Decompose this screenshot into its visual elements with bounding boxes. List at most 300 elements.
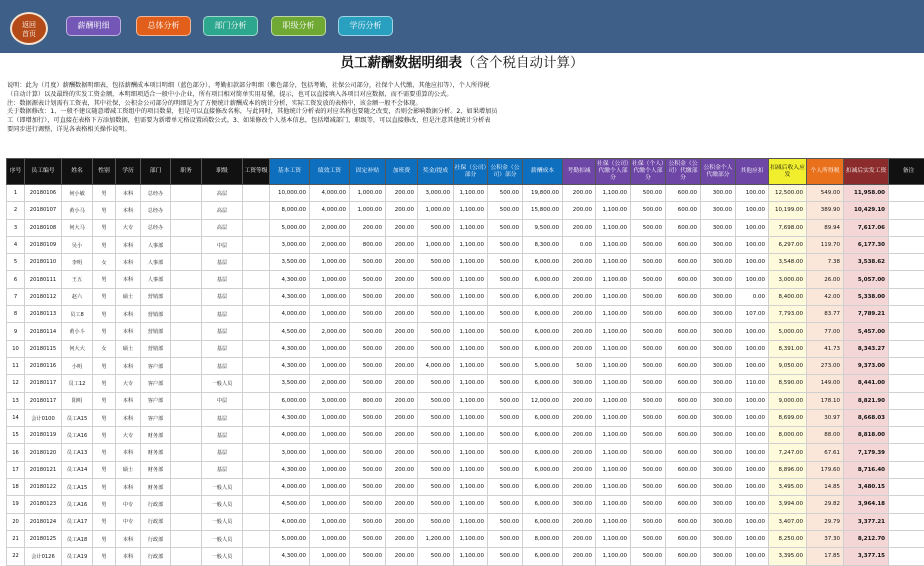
table-cell[interactable]: 500.00 <box>418 306 454 323</box>
table-cell[interactable]: 200.00 <box>386 323 418 340</box>
table-cell[interactable]: 1,000.00 <box>310 444 350 461</box>
table-cell[interactable]: 20 <box>7 513 25 530</box>
table-cell[interactable]: 500.00 <box>488 409 523 426</box>
table-cell[interactable]: 员工A16 <box>62 496 93 513</box>
table-cell[interactable]: 500.00 <box>350 306 386 323</box>
table-cell[interactable]: 300.00 <box>701 306 736 323</box>
table-cell[interactable]: 3,000.00 <box>418 185 454 202</box>
table-cell[interactable]: 600.00 <box>666 288 701 305</box>
table-cell[interactable] <box>889 392 924 409</box>
table-cell[interactable]: 客户部 <box>141 357 171 374</box>
table-cell[interactable] <box>171 306 202 323</box>
table-cell[interactable]: 7.38 <box>807 254 844 271</box>
table-cell[interactable]: 9,500.00 <box>523 219 563 236</box>
table-cell[interactable]: 7,789.21 <box>844 306 889 323</box>
table-cell[interactable]: 500.00 <box>350 375 386 392</box>
table-cell[interactable]: 500.00 <box>350 340 386 357</box>
table-cell[interactable]: 基层 <box>202 444 243 461</box>
table-cell[interactable]: 500.00 <box>631 340 666 357</box>
table-cell[interactable]: 149.00 <box>807 375 844 392</box>
table-cell[interactable]: 600.00 <box>666 271 701 288</box>
table-cell[interactable]: 200.00 <box>386 444 418 461</box>
table-cell[interactable]: 12,000.00 <box>523 392 563 409</box>
table-cell[interactable]: 客户部 <box>141 409 171 426</box>
table-cell[interactable] <box>243 288 270 305</box>
table-cell[interactable] <box>889 236 924 253</box>
table-cell[interactable]: 员工12 <box>62 375 93 392</box>
table-cell[interactable]: 1,100.00 <box>596 409 631 426</box>
table-cell[interactable]: 200.00 <box>386 548 418 565</box>
table-cell[interactable]: 赵六 <box>62 288 93 305</box>
table-cell[interactable]: 500.00 <box>631 461 666 478</box>
table-cell[interactable]: 500.00 <box>488 288 523 305</box>
table-cell[interactable]: 100.00 <box>736 357 769 374</box>
table-cell[interactable]: 1,100.00 <box>596 323 631 340</box>
table-cell[interactable]: 客户部 <box>141 392 171 409</box>
table-cell[interactable]: 300.00 <box>701 323 736 340</box>
table-cell[interactable]: 4,000.00 <box>270 427 310 444</box>
table-cell[interactable]: 3,500.00 <box>270 375 310 392</box>
table-cell[interactable]: 17.85 <box>807 548 844 565</box>
table-cell[interactable]: 1,000.00 <box>310 530 350 547</box>
table-cell[interactable] <box>171 513 202 530</box>
table-cell[interactable]: 83.77 <box>807 306 844 323</box>
table-cell[interactable]: 20180113 <box>25 306 62 323</box>
table-cell[interactable] <box>171 375 202 392</box>
table-cell[interactable]: 1,100.00 <box>454 340 488 357</box>
table-cell[interactable]: 200.00 <box>563 409 596 426</box>
table-cell[interactable]: 549.00 <box>807 185 844 202</box>
table-cell[interactable]: 200.00 <box>386 340 418 357</box>
table-cell[interactable]: 2,000.00 <box>310 236 350 253</box>
table-cell[interactable]: 4,000.00 <box>270 513 310 530</box>
table-cell[interactable]: 10,429.10 <box>844 202 889 219</box>
table-cell[interactable]: 4,500.00 <box>270 323 310 340</box>
table-cell[interactable]: 5,000.00 <box>270 530 310 547</box>
table-cell[interactable]: 300.00 <box>701 444 736 461</box>
table-cell[interactable] <box>171 530 202 547</box>
table-cell[interactable]: 基层 <box>202 271 243 288</box>
table-cell[interactable]: 1,100.00 <box>454 288 488 305</box>
table-cell[interactable]: 200.00 <box>386 236 418 253</box>
table-cell[interactable] <box>171 219 202 236</box>
table-cell[interactable] <box>889 185 924 202</box>
table-cell[interactable] <box>171 496 202 513</box>
table-cell[interactable]: 200.00 <box>386 288 418 305</box>
table-cell[interactable]: 3,994.00 <box>769 496 807 513</box>
table-cell[interactable]: 4,000.00 <box>418 357 454 374</box>
table-cell[interactable] <box>243 548 270 565</box>
table-cell[interactable]: 3,538.62 <box>844 254 889 271</box>
table-cell[interactable]: 12 <box>7 375 25 392</box>
table-cell[interactable]: 1,100.00 <box>454 357 488 374</box>
table-cell[interactable]: 3,964.18 <box>844 496 889 513</box>
table-cell[interactable]: 300.00 <box>701 375 736 392</box>
table-cell[interactable]: 0.00 <box>736 288 769 305</box>
table-cell[interactable]: 1 <box>7 185 25 202</box>
table-cell[interactable]: 200.00 <box>563 513 596 530</box>
table-cell[interactable]: 一般人员 <box>202 530 243 547</box>
table-cell[interactable]: 2,000.00 <box>310 323 350 340</box>
table-cell[interactable]: 1,100.00 <box>454 496 488 513</box>
table-cell[interactable]: 77.00 <box>807 323 844 340</box>
table-cell[interactable]: 1,100.00 <box>596 219 631 236</box>
table-cell[interactable]: 200.00 <box>386 254 418 271</box>
table-cell[interactable]: 1,100.00 <box>454 427 488 444</box>
table-cell[interactable]: 本科 <box>116 271 141 288</box>
table-cell[interactable]: 1,000.00 <box>418 202 454 219</box>
table-cell[interactable]: 5,000.00 <box>270 219 310 236</box>
table-cell[interactable]: 300.00 <box>701 548 736 565</box>
table-cell[interactable]: 200.00 <box>386 409 418 426</box>
table-cell[interactable]: 600.00 <box>666 513 701 530</box>
table-cell[interactable] <box>171 444 202 461</box>
table-cell[interactable]: 500.00 <box>488 530 523 547</box>
table-cell[interactable]: 300.00 <box>701 219 736 236</box>
table-cell[interactable]: 600.00 <box>666 185 701 202</box>
table-cell[interactable]: 100.00 <box>736 271 769 288</box>
table-cell[interactable]: 一般人员 <box>202 548 243 565</box>
table-cell[interactable]: 37.30 <box>807 530 844 547</box>
table-cell[interactable]: 1,000.00 <box>350 185 386 202</box>
table-cell[interactable]: 1,100.00 <box>596 548 631 565</box>
table-cell[interactable]: 300.00 <box>701 530 736 547</box>
table-cell[interactable] <box>243 392 270 409</box>
table-cell[interactable]: 200.00 <box>386 479 418 496</box>
table-cell[interactable]: 300.00 <box>701 427 736 444</box>
table-cell[interactable]: 男 <box>93 479 116 496</box>
table-cell[interactable]: 人事部 <box>141 236 171 253</box>
table-cell[interactable]: 本科 <box>116 357 141 374</box>
table-cell[interactable]: 200.00 <box>563 306 596 323</box>
table-cell[interactable]: 8,343.27 <box>844 340 889 357</box>
table-cell[interactable]: 500.00 <box>488 340 523 357</box>
table-cell[interactable]: 29.79 <box>807 513 844 530</box>
table-cell[interactable] <box>243 496 270 513</box>
table-cell[interactable] <box>243 254 270 271</box>
table-cell[interactable]: 300.00 <box>701 357 736 374</box>
table-cell[interactable]: 200.00 <box>563 461 596 478</box>
table-cell[interactable]: 20180125 <box>25 530 62 547</box>
table-cell[interactable]: 8,818.00 <box>844 427 889 444</box>
table-cell[interactable]: 基层 <box>202 357 243 374</box>
table-cell[interactable]: 20180107 <box>25 202 62 219</box>
table-cell[interactable]: 基层 <box>202 288 243 305</box>
table-cell[interactable]: 员工A15 <box>62 479 93 496</box>
table-cell[interactable]: 500.00 <box>350 461 386 478</box>
table-cell[interactable]: 500.00 <box>488 219 523 236</box>
table-cell[interactable]: 30.97 <box>807 409 844 426</box>
table-cell[interactable] <box>243 461 270 478</box>
table-cell[interactable]: 20180111 <box>25 271 62 288</box>
table-cell[interactable]: 男 <box>93 496 116 513</box>
table-cell[interactable] <box>889 323 924 340</box>
table-cell[interactable]: 1,000.00 <box>310 271 350 288</box>
table-cell[interactable]: 500.00 <box>488 427 523 444</box>
table-cell[interactable]: 9,373.00 <box>844 357 889 374</box>
table-cell[interactable]: 本科 <box>116 202 141 219</box>
table-cell[interactable]: 男 <box>93 392 116 409</box>
table-cell[interactable]: 5,457.00 <box>844 323 889 340</box>
table-cell[interactable]: 500.00 <box>350 513 386 530</box>
table-cell[interactable] <box>243 409 270 426</box>
table-cell[interactable]: 26.00 <box>807 271 844 288</box>
table-cell[interactable]: 男 <box>93 427 116 444</box>
table-cell[interactable]: 3,000.00 <box>270 236 310 253</box>
table-cell[interactable]: 389.90 <box>807 202 844 219</box>
table-cell[interactable]: 1,100.00 <box>454 306 488 323</box>
table-cell[interactable]: 500.00 <box>631 254 666 271</box>
table-cell[interactable]: 大专 <box>116 427 141 444</box>
nav-button-overall-analysis[interactable]: 总体分析 <box>136 16 191 36</box>
table-cell[interactable]: 李明 <box>62 254 93 271</box>
table-cell[interactable]: 男 <box>93 461 116 478</box>
table-cell[interactable]: 6,000.00 <box>523 323 563 340</box>
table-cell[interactable]: 1,100.00 <box>596 340 631 357</box>
table-cell[interactable]: 600.00 <box>666 496 701 513</box>
table-cell[interactable]: 总经办 <box>141 185 171 202</box>
table-cell[interactable]: 8,300.00 <box>523 236 563 253</box>
table-cell[interactable] <box>171 427 202 444</box>
table-cell[interactable]: 3,377.21 <box>844 513 889 530</box>
table-cell[interactable] <box>243 357 270 374</box>
table-cell[interactable] <box>889 530 924 547</box>
table-cell[interactable]: 会计0126 <box>25 548 62 565</box>
table-cell[interactable]: 6,297.00 <box>769 236 807 253</box>
table-cell[interactable]: 200.00 <box>386 219 418 236</box>
table-cell[interactable] <box>243 444 270 461</box>
table-cell[interactable]: 20180114 <box>25 323 62 340</box>
table-cell[interactable] <box>243 375 270 392</box>
table-cell[interactable]: 6,000.00 <box>523 340 563 357</box>
table-cell[interactable]: 员工A16 <box>62 427 93 444</box>
table-cell[interactable]: 500.00 <box>488 496 523 513</box>
table-cell[interactable]: 财务部 <box>141 479 171 496</box>
home-button[interactable] <box>10 12 48 45</box>
table-cell[interactable]: 3,000.00 <box>310 392 350 409</box>
table-cell[interactable]: 7,179.39 <box>844 444 889 461</box>
table-cell[interactable]: 15,800.00 <box>523 202 563 219</box>
table-cell[interactable]: 6,000.00 <box>523 271 563 288</box>
table-cell[interactable]: 男 <box>93 288 116 305</box>
table-cell[interactable]: 200.00 <box>386 427 418 444</box>
table-cell[interactable]: 本科 <box>116 306 141 323</box>
table-cell[interactable]: 300.00 <box>701 288 736 305</box>
table-cell[interactable]: 8,590.00 <box>769 375 807 392</box>
table-cell[interactable]: 200.00 <box>563 185 596 202</box>
table-cell[interactable]: 4,500.00 <box>270 496 310 513</box>
table-cell[interactable] <box>171 323 202 340</box>
table-cell[interactable]: 基层 <box>202 323 243 340</box>
table-cell[interactable]: 1,000.00 <box>350 202 386 219</box>
table-cell[interactable]: 大专 <box>116 219 141 236</box>
table-cell[interactable]: 500.00 <box>488 271 523 288</box>
table-cell[interactable]: 20180122 <box>25 479 62 496</box>
table-cell[interactable]: 200.00 <box>386 271 418 288</box>
table-cell[interactable]: 500.00 <box>418 479 454 496</box>
table-cell[interactable]: 200.00 <box>350 219 386 236</box>
table-cell[interactable]: 12,500.00 <box>769 185 807 202</box>
table-cell[interactable]: 500.00 <box>418 548 454 565</box>
table-cell[interactable]: 1,000.00 <box>310 340 350 357</box>
table-cell[interactable]: 200.00 <box>386 496 418 513</box>
table-cell[interactable]: 1,000.00 <box>418 236 454 253</box>
table-cell[interactable]: 大专 <box>116 375 141 392</box>
table-cell[interactable]: 本科 <box>116 444 141 461</box>
table-cell[interactable]: 黄小马 <box>62 202 93 219</box>
table-cell[interactable]: 100.00 <box>736 202 769 219</box>
table-cell[interactable]: 1,000.00 <box>310 409 350 426</box>
table-cell[interactable]: 男 <box>93 185 116 202</box>
table-cell[interactable]: 4,300.00 <box>270 340 310 357</box>
table-cell[interactable]: 员工8 <box>62 306 93 323</box>
table-cell[interactable]: 89.94 <box>807 219 844 236</box>
table-cell[interactable]: 男 <box>93 236 116 253</box>
table-cell[interactable]: 500.00 <box>418 254 454 271</box>
table-cell[interactable]: 1,000.00 <box>310 461 350 478</box>
table-cell[interactable]: 5,000.00 <box>769 323 807 340</box>
table-cell[interactable]: 1,200.00 <box>418 530 454 547</box>
table-cell[interactable]: 500.00 <box>350 427 386 444</box>
table-cell[interactable]: 300.00 <box>701 461 736 478</box>
table-cell[interactable]: 500.00 <box>488 357 523 374</box>
table-cell[interactable]: 41.73 <box>807 340 844 357</box>
table-cell[interactable]: 20180124 <box>25 513 62 530</box>
table-cell[interactable]: 7,617.06 <box>844 219 889 236</box>
table-cell[interactable]: 500.00 <box>488 479 523 496</box>
table-cell[interactable]: 男 <box>93 202 116 219</box>
table-cell[interactable]: 20180108 <box>25 219 62 236</box>
table-cell[interactable]: 男 <box>93 219 116 236</box>
table-cell[interactable]: 300.00 <box>701 185 736 202</box>
table-cell[interactable] <box>171 185 202 202</box>
table-cell[interactable]: 500.00 <box>418 392 454 409</box>
table-cell[interactable]: 19,800.00 <box>523 185 563 202</box>
table-cell[interactable]: 高层 <box>202 202 243 219</box>
table-cell[interactable]: 女 <box>93 340 116 357</box>
table-cell[interactable] <box>889 513 924 530</box>
table-cell[interactable]: 300.00 <box>701 340 736 357</box>
table-cell[interactable]: 人事部 <box>141 271 171 288</box>
table-cell[interactable]: 男 <box>93 530 116 547</box>
table-cell[interactable]: 3 <box>7 219 25 236</box>
table-cell[interactable]: 1,100.00 <box>454 271 488 288</box>
table-cell[interactable]: 100.00 <box>736 236 769 253</box>
table-cell[interactable] <box>243 427 270 444</box>
table-cell[interactable]: 财务部 <box>141 427 171 444</box>
table-cell[interactable]: 基层 <box>202 340 243 357</box>
table-cell[interactable]: 9,000.00 <box>769 392 807 409</box>
table-cell[interactable]: 1,100.00 <box>596 530 631 547</box>
table-cell[interactable]: 1,100.00 <box>596 185 631 202</box>
table-cell[interactable]: 1,100.00 <box>596 375 631 392</box>
table-cell[interactable]: 6,000.00 <box>523 479 563 496</box>
table-cell[interactable]: 8,391.00 <box>769 340 807 357</box>
table-cell[interactable]: 本科 <box>116 254 141 271</box>
table-cell[interactable]: 800.00 <box>350 392 386 409</box>
table-cell[interactable]: 男 <box>93 306 116 323</box>
table-cell[interactable]: 110.00 <box>736 375 769 392</box>
table-cell[interactable]: 6,000.00 <box>523 375 563 392</box>
table-cell[interactable]: 500.00 <box>418 444 454 461</box>
table-cell[interactable]: 500.00 <box>488 323 523 340</box>
table-cell[interactable]: 100.00 <box>736 340 769 357</box>
table-cell[interactable]: 14 <box>7 409 25 426</box>
table-cell[interactable]: 4,000.00 <box>270 479 310 496</box>
table-cell[interactable]: 100.00 <box>736 392 769 409</box>
table-cell[interactable]: 500.00 <box>350 444 386 461</box>
table-cell[interactable]: 1,100.00 <box>454 530 488 547</box>
table-cell[interactable]: 10,000.00 <box>270 185 310 202</box>
table-cell[interactable]: 中层 <box>202 392 243 409</box>
table-cell[interactable]: 200.00 <box>386 461 418 478</box>
table-cell[interactable]: 42.00 <box>807 288 844 305</box>
table-cell[interactable]: 500.00 <box>488 513 523 530</box>
table-cell[interactable]: 178.10 <box>807 392 844 409</box>
table-cell[interactable]: 500.00 <box>631 427 666 444</box>
table-cell[interactable]: 6,000.00 <box>523 409 563 426</box>
table-cell[interactable]: 5,338.00 <box>844 288 889 305</box>
table-cell[interactable]: 1,100.00 <box>454 479 488 496</box>
table-cell[interactable]: 500.00 <box>631 392 666 409</box>
table-cell[interactable] <box>889 461 924 478</box>
table-cell[interactable]: 硕士 <box>116 288 141 305</box>
table-cell[interactable]: 500.00 <box>631 479 666 496</box>
table-cell[interactable] <box>243 219 270 236</box>
table-cell[interactable]: 财务部 <box>141 444 171 461</box>
table-cell[interactable]: 营销部 <box>141 340 171 357</box>
table-cell[interactable] <box>243 236 270 253</box>
table-cell[interactable]: 100.00 <box>736 530 769 547</box>
table-cell[interactable]: 600.00 <box>666 548 701 565</box>
table-cell[interactable]: 7,793.00 <box>769 306 807 323</box>
table-cell[interactable]: 500.00 <box>631 444 666 461</box>
table-cell[interactable]: 11 <box>7 357 25 374</box>
table-cell[interactable] <box>171 392 202 409</box>
table-cell[interactable]: 硕士 <box>116 461 141 478</box>
table-cell[interactable]: 600.00 <box>666 254 701 271</box>
table-cell[interactable] <box>243 513 270 530</box>
table-cell[interactable]: 中层 <box>202 236 243 253</box>
table-cell[interactable]: 5,000.00 <box>523 357 563 374</box>
table-cell[interactable]: 273.00 <box>807 357 844 374</box>
table-cell[interactable]: 1,100.00 <box>596 202 631 219</box>
table-cell[interactable]: 500.00 <box>631 375 666 392</box>
table-cell[interactable]: 4,300.00 <box>270 271 310 288</box>
table-cell[interactable]: 6,000.00 <box>270 392 310 409</box>
table-cell[interactable]: 200.00 <box>563 219 596 236</box>
table-cell[interactable]: 6,000.00 <box>523 444 563 461</box>
table-cell[interactable]: 本科 <box>116 185 141 202</box>
table-cell[interactable]: 4,000.00 <box>270 306 310 323</box>
table-cell[interactable]: 600.00 <box>666 375 701 392</box>
table-cell[interactable]: 14.85 <box>807 479 844 496</box>
table-cell[interactable]: 行政部 <box>141 496 171 513</box>
table-cell[interactable]: 20180120 <box>25 444 62 461</box>
table-cell[interactable]: 29.82 <box>807 496 844 513</box>
table-cell[interactable]: 500.00 <box>350 548 386 565</box>
table-cell[interactable] <box>171 548 202 565</box>
table-cell[interactable]: 1,100.00 <box>454 392 488 409</box>
table-cell[interactable]: 2,000.00 <box>310 375 350 392</box>
table-cell[interactable]: 500.00 <box>631 306 666 323</box>
table-cell[interactable] <box>243 323 270 340</box>
table-cell[interactable] <box>889 202 924 219</box>
table-cell[interactable]: 500.00 <box>631 323 666 340</box>
table-cell[interactable] <box>171 357 202 374</box>
table-cell[interactable]: 行政部 <box>141 513 171 530</box>
table-cell[interactable]: 600.00 <box>666 479 701 496</box>
